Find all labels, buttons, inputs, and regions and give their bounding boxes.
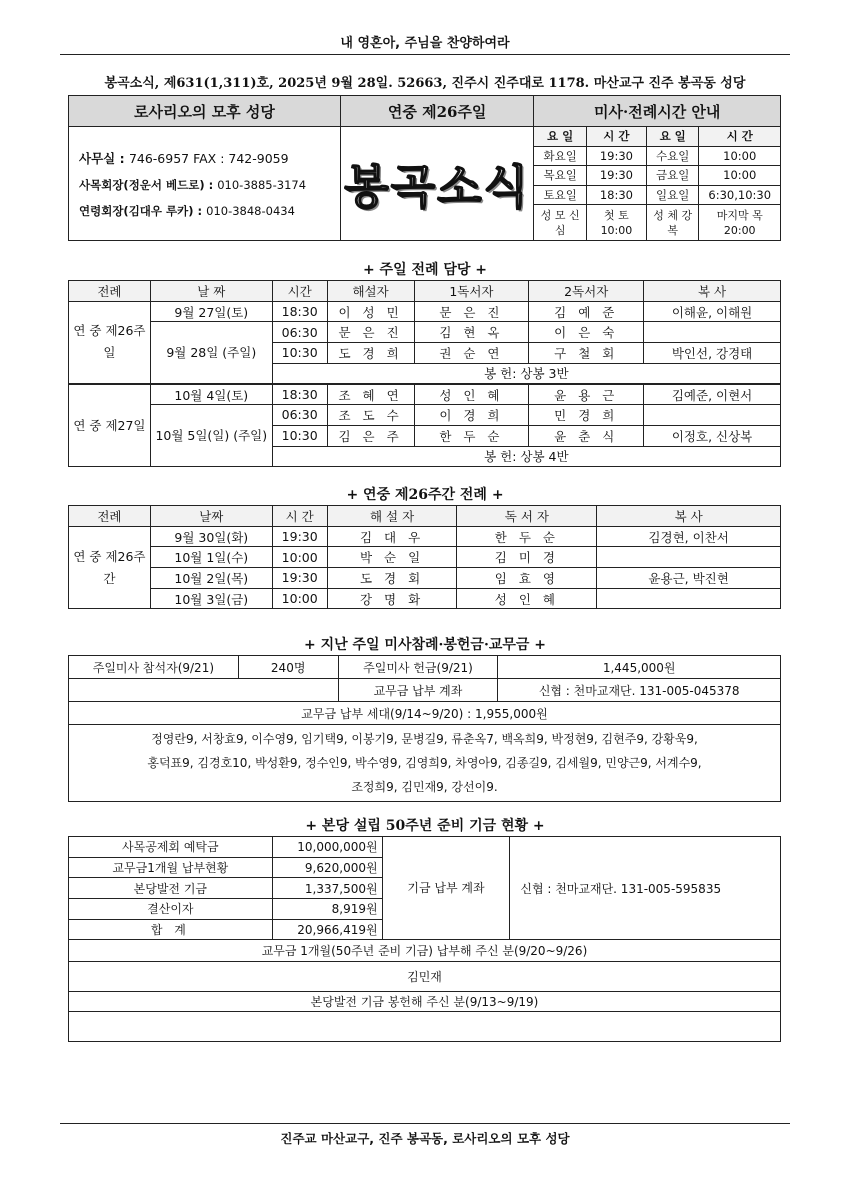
newsletter-logo: 봉곡소식 [344,159,531,214]
development-donors-title: 본당발전 기금 봉헌해 주신 분(9/13~9/19) [69,992,781,1012]
reader2-cell: 민 경 희 [529,405,644,426]
weekday-liturgy-table [68,505,781,609]
commentator-cell: 조 혜 연 [327,384,414,405]
server-cell [644,322,781,343]
table-row [69,725,781,802]
server-cell [644,405,781,426]
reader2-cell: 이 은 숙 [529,322,644,343]
reader2-cell: 김 예 준 [529,301,644,322]
mass-time: 19:30 [586,146,646,166]
fund-title: + 본당 설립 50주년 준비 기금 현황 + [305,818,545,834]
mass-row [534,205,781,241]
offering-cell: 봉 헌: 상봉 3반 [272,363,780,384]
commentator-cell: 조 도 수 [327,405,414,426]
issue-info: 봉곡소식, 제631(1,311)호, 2025년 9월 28일. 52663, 진주시 진주대로 1178. 마산교구 진주 봉곡동 성당 [104,76,746,91]
table-row [69,656,781,679]
date-cell: 10월 4일(토) [150,384,272,405]
col-header: 날짜 [150,506,272,527]
col-header: 독 서 자 [457,506,597,527]
table-header-row [69,281,781,302]
pastoral-label: 사목회장(정운서 베드로) : [79,177,214,192]
fund-item-label: 본당발전 기금 [69,878,273,899]
reader-cell: 한 두 순 [457,526,597,547]
reader1-cell: 한 두 순 [414,425,529,446]
col-header: 2독서자 [529,281,644,302]
col-header: 시간 [272,281,327,302]
mass-day: 금요일 [646,166,699,186]
table-row [69,940,781,962]
time-cell: 10:30 [272,425,327,446]
server-cell: 김예준, 이현서 [644,384,781,405]
fund-item-label: 사목공제회 예탁금 [69,837,273,858]
week-label: 연 중 제26주간 [69,526,151,609]
reader-cell: 성 인 혜 [457,588,597,609]
table-row [69,568,781,589]
table-row [69,526,781,547]
donors-list: 김민재 [69,962,781,992]
offering-label: 주일미사 헌금(9/21) [338,656,498,679]
date-cell: 9월 27일(토) [150,301,272,322]
donors-title: 교무금 1개월(50주년 준비 기금) 납부해 주신 분(9/20~9/26) [69,940,781,962]
mass-day: 목요일 [534,166,587,186]
commentator-cell: 김 은 주 [327,425,414,446]
time-cell: 10:30 [272,343,327,364]
mass-time: 18:30 [586,185,646,205]
server-cell: 이해윤, 이해원 [644,301,781,322]
time-cell: 18:30 [272,301,327,322]
col-header: 전례 [69,281,151,302]
weekday-liturgy-title: + 연중 제26주간 전례 + [346,487,504,503]
table-row [69,962,781,992]
mass-row [534,166,781,186]
reader1-cell: 권 순 연 [414,343,529,364]
mass-day: 성 체 강 복 [646,205,699,241]
table-row [69,837,781,858]
date-cell: 10월 1일(수) [150,547,272,568]
masthead-table [68,95,781,241]
date-cell: 9월 30일(화) [150,526,272,547]
mass-header-cell: 시 간 [586,127,646,147]
mass-schedule [534,127,781,241]
table-row [69,301,781,322]
commentator-cell: 김 대 우 [327,526,457,547]
liturgical-week: 연중 제26주일 [340,96,534,127]
fund-total-value: 20,966,419원 [272,919,382,940]
reader2-cell: 구 철 회 [529,343,644,364]
col-header: 시 간 [272,506,327,527]
mass-row [534,185,781,205]
contacts-block [69,127,341,241]
commentator-cell: 문 은 진 [327,322,414,343]
table-header-row [69,506,781,527]
date-cell: 10월 3일(금) [150,588,272,609]
col-header: 해 설 자 [327,506,457,527]
households-total: 교무금 납부 세대(9/14~9/20) : 1,955,000원 [69,702,781,725]
col-header: 해설자 [327,281,414,302]
col-header: 1독서자 [414,281,529,302]
reader2-cell: 윤 춘 식 [529,425,644,446]
parish-name: 로사리오의 모후 성당 [69,96,341,127]
table-row [69,588,781,609]
time-cell: 10:00 [272,547,327,568]
sunday-liturgy-title: + 주일 전례 담당 + [362,262,488,278]
date-cell: 9월 28일 (주일) [150,322,272,384]
mass-day: 화요일 [534,146,587,166]
names-line: 조정희9, 김민재9, 강선이9. [351,780,498,794]
mass-time: 마지막 목 20:00 [699,205,781,241]
col-header: 복 사 [597,506,781,527]
col-header: 전례 [69,506,151,527]
time-cell: 18:30 [272,384,327,405]
reader1-cell: 김 현 옥 [414,322,529,343]
offering-value: 1,445,000원 [498,656,781,679]
mass-day: 토요일 [534,185,587,205]
contributor-names [69,725,781,802]
commentator-cell: 박 순 일 [327,547,457,568]
offering-cell: 봉 헌: 상봉 4반 [272,446,780,467]
dues-account-value: 신협 : 천마교재단. 131-005-045378 [498,679,781,702]
time-cell: 06:30 [272,322,327,343]
office-phone: 746-6957 FAX : 742-9059 [128,150,289,166]
fund-account-value: 신협 : 천마교재단. 131-005-595835 [510,837,781,940]
attendance-value: 240명 [238,656,338,679]
logo-cell [340,127,534,241]
elder-label: 연령회장(김대우 루카) : [79,203,203,218]
reader1-cell: 문 은 진 [414,301,529,322]
table-row [69,992,781,1012]
mass-day: 성 모 신 심 [534,205,587,241]
week-label: 연 중 제26주일 [69,301,151,384]
table-row [69,679,781,702]
table-row [69,322,781,343]
mass-row [534,146,781,166]
mass-time: 첫 토 10:00 [586,205,646,241]
fund-item-value: 8,919원 [272,899,382,920]
fund-item-label: 교무금1개월 납부현황 [69,857,273,878]
reader1-cell: 이 경 희 [414,405,529,426]
date-cell: 10월 5일(일) (주일) [150,405,272,467]
server-cell: 이정호, 신상복 [644,425,781,446]
time-cell: 19:30 [272,568,327,589]
mass-header-row [534,127,781,147]
commentator-cell: 이 성 민 [327,301,414,322]
fund-table [68,836,781,1042]
page-footer: 진주교 마산교구, 진주 봉곡동, 로사리오의 모후 성당 [60,1123,790,1147]
server-cell: 김경현, 이찬서 [597,526,781,547]
pastoral-phone: 010-3885-3174 [217,177,307,192]
office-label: 사무실 : [79,150,125,166]
mass-time: 10:00 [699,166,781,186]
commentator-cell: 도 경 회 [327,568,457,589]
mass-header-cell: 요 일 [534,127,587,147]
fund-item-value: 9,620,000원 [272,857,382,878]
table-row [69,1012,781,1042]
blank-cell [69,679,339,702]
col-header: 날 짜 [150,281,272,302]
reader-cell: 임 효 영 [457,568,597,589]
mass-header-cell: 시 간 [699,127,781,147]
server-cell: 윤용근, 박진현 [597,568,781,589]
finance-table [68,655,781,802]
page-motto: 내 영혼아, 주님을 찬양하여라 [60,32,790,55]
mass-header-cell: 요 일 [646,127,699,147]
reader-cell: 김 미 경 [457,547,597,568]
date-cell: 10월 2일(목) [150,568,272,589]
table-row [69,384,781,405]
mass-time: 6:30,10:30 [699,185,781,205]
development-donors-list [69,1012,781,1042]
finance-title: + 지난 주일 미사참례·봉헌금·교무금 + [303,637,547,653]
server-cell [597,547,781,568]
attendance-label: 주일미사 참석자(9/21) [69,656,239,679]
table-row [69,547,781,568]
mass-time: 10:00 [699,146,781,166]
fund-account-label: 기금 납부 계좌 [382,837,510,940]
mass-time: 19:30 [586,166,646,186]
table-row [69,702,781,725]
server-cell: 박인선, 강경태 [644,343,781,364]
names-line: 정영란9, 서창효9, 이수영9, 임기택9, 이봉기9, 문병길9, 류춘옥7, 백옥희9, 박정현9, 김현주9, 강황욱9, [151,732,698,746]
schedule-title: 미사·전례시간 안내 [534,96,781,127]
time-cell: 10:00 [272,588,327,609]
time-cell: 19:30 [272,526,327,547]
col-header: 복 사 [644,281,781,302]
week-label: 연 중 제27일 [69,384,151,467]
mass-day: 일요일 [646,185,699,205]
fund-item-value: 1,337,500원 [272,878,382,899]
server-cell [597,588,781,609]
commentator-cell: 도 경 희 [327,343,414,364]
fund-total-label: 합 계 [69,919,273,940]
table-row [69,405,781,426]
reader1-cell: 성 인 혜 [414,384,529,405]
fund-item-value: 10,000,000원 [272,837,382,858]
reader2-cell: 윤 용 근 [529,384,644,405]
commentator-cell: 강 명 화 [327,588,457,609]
names-line: 홍덕표9, 김경호10, 박성환9, 정수인9, 박수영9, 김영희9, 차영아9, 김종길9, 김세월9, 민양근9, 서계수9, [147,756,702,770]
elder-phone: 010-3848-0434 [206,203,295,218]
fund-item-label: 결산이자 [69,899,273,920]
time-cell: 06:30 [272,405,327,426]
dues-account-label: 교무금 납부 계좌 [338,679,498,702]
sunday-liturgy-table [68,280,781,467]
mass-day: 수요일 [646,146,699,166]
